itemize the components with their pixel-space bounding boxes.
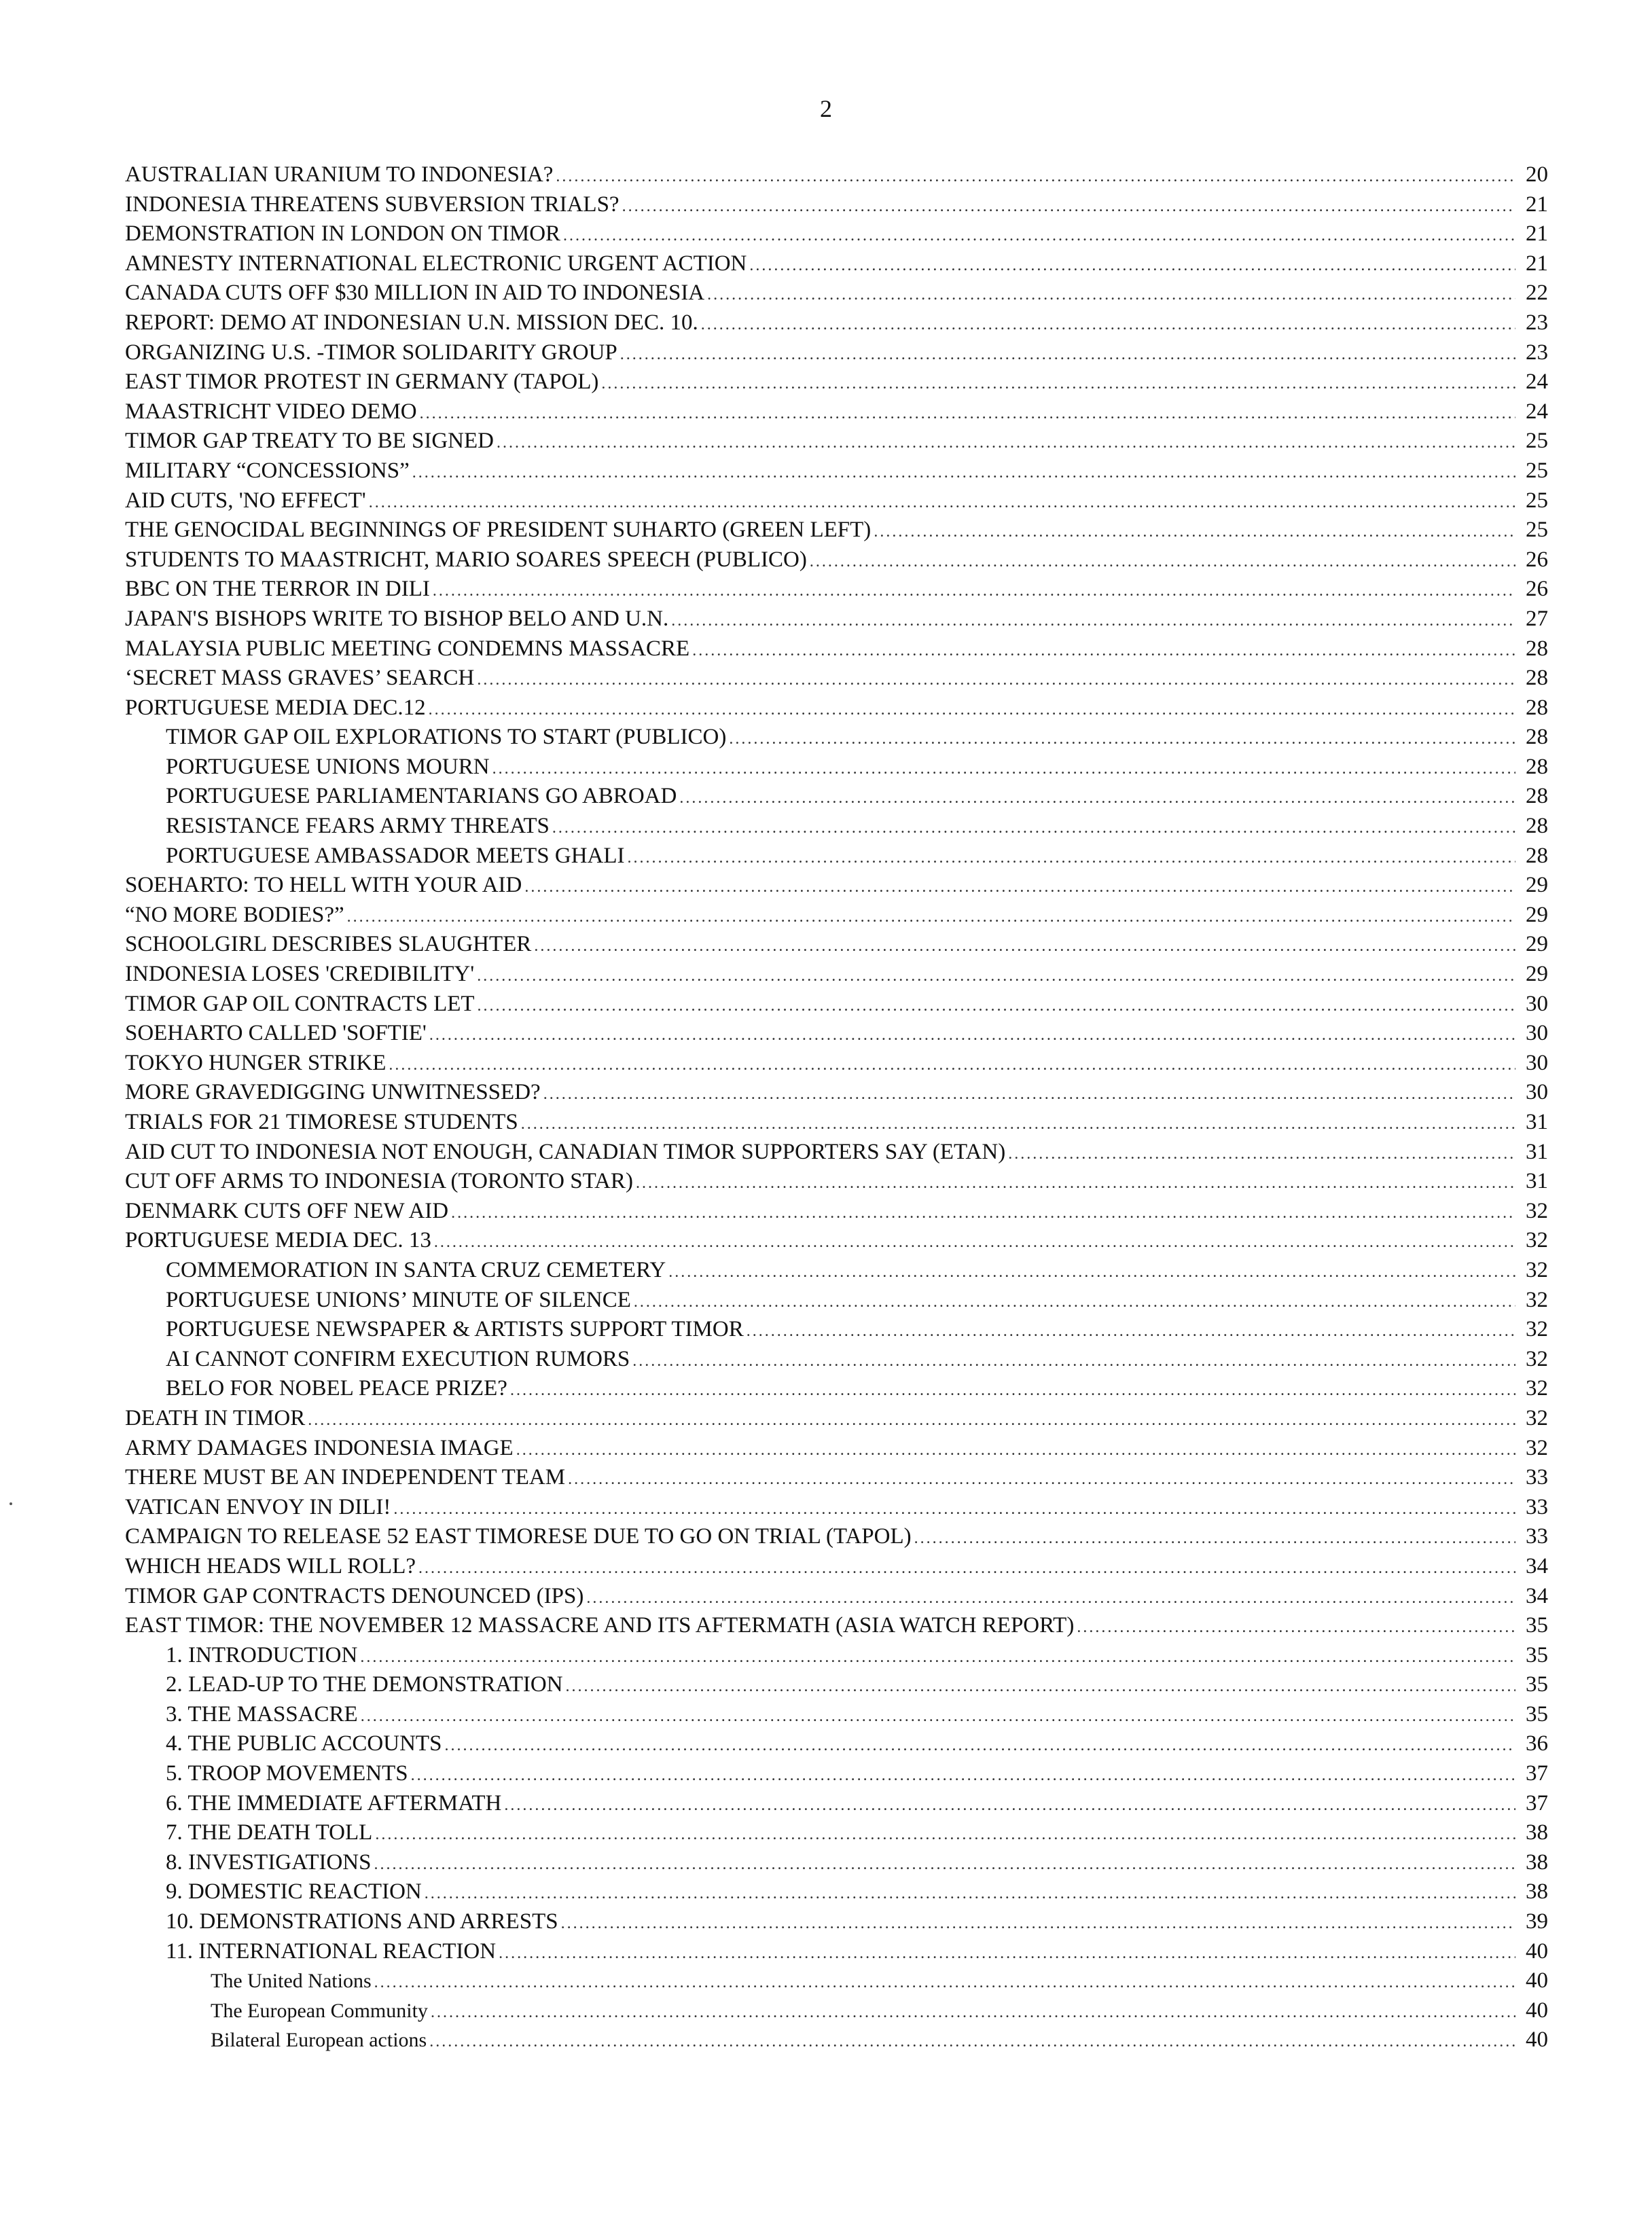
toc-entry: [125, 1315, 1548, 1345]
toc-entry: [125, 723, 1548, 753]
toc-entry: [125, 456, 1548, 486]
toc-entry-page: 26: [1526, 577, 1548, 602]
toc-entry: [125, 1611, 1548, 1641]
toc-entry-title: 3. THE MASSACRE: [166, 1701, 358, 1727]
toc-entry-page: 32: [1526, 1257, 1548, 1282]
toc-entry-page: 35: [1526, 1672, 1548, 1697]
toc-entry-page: 37: [1526, 1761, 1548, 1786]
dot-leader: [620, 340, 1515, 368]
toc-entry: [125, 1966, 1548, 1996]
toc-entry-title: PORTUGUESE MEDIA DEC.12: [125, 695, 426, 720]
dot-leader: [499, 1939, 1515, 1967]
toc-entry: [125, 1996, 1548, 2026]
toc-entry: [125, 367, 1548, 397]
dot-leader: [418, 1554, 1515, 1582]
toc-entry-title: BELO FOR NOBEL PEACE PRIZE?: [166, 1376, 507, 1401]
toc-entry-title: DENMARK CUTS OFF NEW AID: [125, 1198, 449, 1223]
toc-entry-title: THERE MUST BE AN INDEPENDENT TEAM: [125, 1465, 566, 1490]
toc-entry: [125, 782, 1548, 812]
dot-leader: [504, 1791, 1515, 1819]
toc-entry-page: 25: [1526, 518, 1548, 543]
toc-entry-page: 20: [1526, 162, 1548, 187]
dot-leader: [634, 1288, 1515, 1316]
dot-leader: [369, 488, 1515, 516]
toc-entry: [125, 1818, 1548, 1848]
toc-entry-page: 32: [1526, 1228, 1548, 1253]
dot-leader: [671, 607, 1515, 634]
toc-entry: [125, 1404, 1548, 1434]
toc-entry: [125, 634, 1548, 664]
toc-entry-title: MALAYSIA PUBLIC MEETING CONDEMNS MASSACRE: [125, 636, 690, 661]
toc-entry: [125, 1197, 1548, 1227]
dot-leader: [375, 1820, 1515, 1848]
toc-entry-page: 32: [1526, 1405, 1548, 1430]
toc-entry-page: 32: [1526, 1346, 1548, 1371]
toc-entry-title: AID CUTS, 'NO EFFECT': [125, 488, 366, 513]
toc-entry-page: 22: [1526, 281, 1548, 306]
toc-entry: [125, 1582, 1548, 1612]
toc-entry-title: TIMOR GAP TREATY TO BE SIGNED: [125, 429, 495, 454]
toc-entry-title: PORTUGUESE NEWSPAPER & ARTISTS SUPPORT TIMOR: [166, 1317, 744, 1342]
toc-entry: [125, 1049, 1548, 1079]
dot-leader: [632, 1347, 1515, 1375]
dot-leader: [451, 1199, 1515, 1227]
toc-entry-page: 33: [1526, 1465, 1548, 1490]
toc-entry: [125, 486, 1548, 516]
dot-leader: [729, 725, 1515, 753]
toc-entry-title: ‘SECRET MASS GRAVES’ SEARCH: [125, 666, 475, 691]
toc-entry: [125, 1877, 1548, 1907]
dot-leader: [393, 1495, 1515, 1523]
toc-entry-title: SOEHARTO CALLED 'SOFTIE': [125, 1021, 427, 1046]
toc-entry-title: PORTUGUESE PARLIAMENTARIANS GO ABROAD: [166, 784, 677, 809]
toc-entry-page: 28: [1526, 784, 1548, 809]
toc-entry: [125, 338, 1548, 368]
toc-entry-page: 40: [1526, 1938, 1548, 1964]
toc-entry-title: DEMONSTRATION IN LONDON ON TIMOR: [125, 221, 561, 247]
toc-entry-title: 1. INTRODUCTION: [166, 1642, 358, 1667]
toc-entry: [125, 2025, 1548, 2055]
toc-entry: [125, 1463, 1548, 1493]
toc-entry-page: 26: [1526, 547, 1548, 572]
toc-entry-page: 36: [1526, 1731, 1548, 1756]
toc-entry-page: 25: [1526, 458, 1548, 483]
toc-entry: [125, 160, 1548, 190]
toc-entry-title: TIMOR GAP OIL CONTRACTS LET: [125, 991, 475, 1016]
toc-entry-title: MAASTRICHT VIDEO DEMO: [125, 399, 417, 424]
dot-leader: [914, 1524, 1515, 1552]
toc-entry-title: PORTUGUESE AMBASSADOR MEETS GHALI: [166, 843, 625, 868]
toc-entry: [125, 604, 1548, 634]
dot-leader: [361, 1702, 1515, 1730]
toc-entry-page: 28: [1526, 725, 1548, 750]
dot-leader: [701, 310, 1515, 338]
toc-entry: [125, 1019, 1548, 1049]
toc-entry-page: 23: [1526, 340, 1548, 365]
dot-leader: [433, 577, 1515, 604]
toc-entry: [125, 753, 1548, 782]
toc-entry-page: 38: [1526, 1820, 1548, 1845]
stray-dot-mark: [10, 1502, 12, 1505]
toc-entry-page: 30: [1526, 1021, 1548, 1046]
dot-leader: [1008, 1140, 1515, 1168]
dot-leader: [524, 873, 1515, 901]
toc-entry: [125, 1345, 1548, 1375]
toc-entry-title: INDONESIA LOSES 'CREDIBILITY': [125, 962, 475, 987]
toc-entry-title: TIMOR GAP OIL EXPLORATIONS TO START (PUBLICO): [166, 725, 727, 750]
toc-entry: [125, 1641, 1548, 1671]
toc-entry-title: AMNESTY INTERNATIONAL ELECTRONIC URGENT ACTION: [125, 251, 747, 276]
toc-entry: [125, 1937, 1548, 1967]
toc-entry-page: 35: [1526, 1701, 1548, 1727]
dot-leader: [347, 903, 1515, 931]
toc-entry-title: AI CANNOT CONFIRM EXECUTION RUMORS: [166, 1346, 630, 1371]
toc-entry-title: 7. THE DEATH TOLL: [166, 1820, 373, 1845]
toc-entry-title: PORTUGUESE UNIONS’ MINUTE OF SILENCE: [166, 1287, 631, 1312]
toc-entry-page: 27: [1526, 606, 1548, 631]
toc-entry-page: 32: [1526, 1376, 1548, 1401]
toc-entry-title: PORTUGUESE UNIONS MOURN: [166, 754, 490, 779]
toc-entry: [125, 1670, 1548, 1700]
dot-leader: [429, 1021, 1515, 1049]
dot-leader: [374, 1850, 1515, 1878]
toc-entry: [125, 397, 1548, 427]
toc-entry-page: 28: [1526, 695, 1548, 720]
toc-entry-page: 28: [1526, 843, 1548, 868]
toc-entry-page: 28: [1526, 636, 1548, 661]
toc-entry-title: 6. THE IMMEDIATE AFTERMATH: [166, 1790, 502, 1816]
toc-entry-title: VATICAN ENVOY IN DILI!: [125, 1494, 391, 1519]
dot-leader: [434, 1228, 1515, 1256]
toc-entry-title: TRIALS FOR 21 TIMORESE STUDENTS: [125, 1110, 518, 1134]
toc-entry: [125, 693, 1548, 723]
toc-entry: [125, 1226, 1548, 1256]
toc-entry-page: 30: [1526, 1080, 1548, 1105]
dot-leader: [308, 1406, 1515, 1434]
toc-entry: [125, 1434, 1548, 1464]
dot-leader: [543, 1080, 1515, 1108]
toc-entry-page: 25: [1526, 488, 1548, 513]
toc-entry: [125, 190, 1548, 220]
dot-leader: [478, 992, 1515, 1019]
dot-leader: [874, 518, 1515, 545]
dot-leader: [477, 666, 1515, 693]
toc-entry: [125, 812, 1548, 842]
toc-entry-title: CAMPAIGN TO RELEASE 52 EAST TIMORESE DUE TO GO ON TRIAL (TAPOL): [125, 1524, 912, 1549]
toc-entry-page: 31: [1526, 1169, 1548, 1194]
toc-entry-page: 28: [1526, 666, 1548, 691]
dot-leader: [561, 1909, 1515, 1937]
toc-entry-page: 21: [1526, 251, 1548, 276]
toc-entry-page: 39: [1526, 1909, 1548, 1934]
toc-entry-page: 40: [1526, 2027, 1548, 2053]
toc-entry: [125, 278, 1548, 308]
toc-entry-title: The European Community: [211, 1999, 428, 2022]
dot-leader: [360, 1643, 1515, 1671]
toc-entry-page: 29: [1526, 962, 1548, 987]
toc-entry-page: 30: [1526, 1050, 1548, 1075]
dot-leader: [563, 221, 1515, 249]
toc-entry-page: 31: [1526, 1110, 1548, 1134]
toc-entry-title: 8. INVESTIGATIONS: [166, 1849, 372, 1875]
toc-entry-title: CANADA CUTS OFF $30 MILLION IN AID TO INDONESIA: [125, 281, 705, 306]
toc-entry-page: 23: [1526, 310, 1548, 335]
toc-entry-title: SCHOOLGIRL DESCRIBES SLAUGHTER: [125, 932, 532, 957]
toc-entry: [125, 1789, 1548, 1819]
dot-leader: [521, 1110, 1515, 1138]
toc-entry: [125, 575, 1548, 604]
toc-entry: [125, 930, 1548, 960]
toc-entry-page: 31: [1526, 1139, 1548, 1164]
toc-entry-title: EAST TIMOR PROTEST IN GERMANY (TAPOL): [125, 369, 599, 395]
toc-entry-page: 34: [1526, 1583, 1548, 1608]
toc-entry: [125, 1493, 1548, 1523]
toc-entry-title: 2. LEAD-UP TO THE DEMONSTRATION: [166, 1672, 563, 1697]
table-of-contents: [125, 160, 1548, 2055]
toc-entry: [125, 1138, 1548, 1168]
toc-entry-page: 33: [1526, 1494, 1548, 1519]
toc-entry: [125, 1256, 1548, 1286]
dot-leader: [568, 1465, 1515, 1493]
toc-entry-title: ARMY DAMAGES INDONESIA IMAGE: [125, 1435, 514, 1460]
toc-entry-title: ORGANIZING U.S. -TIMOR SOLIDARITY GROUP: [125, 340, 617, 365]
toc-entry-title: COMMEMORATION IN SANTA CRUZ CEMETERY: [166, 1257, 666, 1282]
toc-entry-title: “NO MORE BODIES?”: [125, 902, 344, 927]
toc-entry: [125, 308, 1548, 338]
dot-leader: [510, 1376, 1515, 1404]
toc-entry-page: 24: [1526, 399, 1548, 424]
dot-leader: [425, 1879, 1515, 1907]
toc-entry-title: INDONESIA THREATENS SUBVERSION TRIALS?: [125, 192, 620, 217]
toc-entry: [125, 871, 1548, 901]
toc-entry-title: AUSTRALIAN URANIUM TO INDONESIA?: [125, 162, 554, 187]
toc-entry-page: 35: [1526, 1613, 1548, 1638]
toc-entry-page: 38: [1526, 1879, 1548, 1904]
toc-entry-title: CUT OFF ARMS TO INDONESIA (TORONTO STAR): [125, 1169, 633, 1194]
toc-entry: [125, 1907, 1548, 1937]
toc-entry: [125, 1848, 1548, 1878]
toc-entry-page: 37: [1526, 1790, 1548, 1816]
dot-leader: [444, 1731, 1515, 1759]
toc-entry-title: The United Nations: [211, 1970, 372, 1993]
toc-entry-title: TOKYO HUNGER STRIKE: [125, 1050, 387, 1075]
dot-leader: [412, 458, 1515, 486]
toc-entry-title: 5. TROOP MOVEMENTS: [166, 1761, 408, 1786]
toc-entry-title: BBC ON THE TERROR IN DILI: [125, 577, 430, 602]
toc-entry-title: RESISTANCE FEARS ARMY THREATS: [166, 814, 550, 839]
dot-leader: [586, 1584, 1515, 1612]
toc-entry-page: 35: [1526, 1642, 1548, 1667]
toc-entry-page: 28: [1526, 754, 1548, 779]
toc-entry-page: 29: [1526, 902, 1548, 927]
toc-entry-page: 24: [1526, 369, 1548, 395]
toc-entry-title: TIMOR GAP CONTRACTS DENOUNCED (IPS): [125, 1583, 584, 1608]
dot-leader: [420, 399, 1515, 427]
toc-entry-title: Bilateral European actions: [211, 2029, 427, 2052]
toc-entry-title: 11. INTERNATIONAL REACTION: [166, 1938, 497, 1964]
toc-entry-title: EAST TIMOR: THE NOVEMBER 12 MASSACRE AND ITS AFTERMATH (ASIA WATCH REPORT): [125, 1613, 1075, 1638]
dot-leader: [374, 1968, 1515, 1996]
dot-leader: [628, 844, 1515, 871]
dot-leader: [389, 1051, 1515, 1079]
toc-entry: [125, 901, 1548, 931]
dot-leader: [566, 1672, 1515, 1700]
toc-entry: [125, 1078, 1548, 1108]
toc-entry-page: 32: [1526, 1435, 1548, 1460]
toc-entry-title: MORE GRAVEDIGGING UNWITNESSED?: [125, 1080, 541, 1105]
dot-leader: [429, 696, 1515, 723]
toc-entry: [125, 1374, 1548, 1404]
toc-entry: [125, 842, 1548, 871]
dot-leader: [516, 1436, 1515, 1464]
toc-entry-title: DEATH IN TIMOR: [125, 1405, 306, 1430]
toc-entry-page: 21: [1526, 221, 1548, 247]
dot-leader: [556, 162, 1515, 190]
toc-entry: [125, 516, 1548, 545]
toc-entry-title: 4. THE PUBLIC ACCOUNTS: [166, 1731, 442, 1756]
toc-entry: [125, 545, 1548, 575]
dot-leader: [411, 1761, 1515, 1789]
dot-leader: [810, 547, 1515, 575]
toc-entry-page: 38: [1526, 1849, 1548, 1875]
toc-entry-title: 10. DEMONSTRATIONS AND ARRESTS: [166, 1909, 558, 1934]
dot-leader: [497, 429, 1515, 456]
toc-entry-title: AID CUT TO INDONESIA NOT ENOUGH, CANADIAN TIMOR SUPPORTERS SAY (ETAN): [125, 1139, 1006, 1164]
dot-leader: [534, 932, 1515, 960]
dot-leader: [679, 784, 1515, 812]
toc-entry-page: 34: [1526, 1553, 1548, 1578]
toc-entry-page: 40: [1526, 1968, 1548, 1993]
toc-entry: [125, 1759, 1548, 1789]
toc-entry: [125, 990, 1548, 1019]
toc-entry-page: 30: [1526, 991, 1548, 1016]
toc-entry-title: THE GENOCIDAL BEGINNINGS OF PRESIDENT SUHARTO (GREEN LEFT): [125, 518, 872, 543]
dot-leader: [636, 1169, 1515, 1197]
dot-leader: [622, 192, 1515, 220]
toc-entry-title: SOEHARTO: TO HELL WITH YOUR AID: [125, 873, 522, 898]
toc-entry-page: 29: [1526, 873, 1548, 898]
toc-entry-page: 33: [1526, 1524, 1548, 1549]
dot-leader: [707, 281, 1515, 308]
toc-entry-page: 21: [1526, 192, 1548, 217]
toc-entry: [125, 1167, 1548, 1197]
dot-leader: [749, 251, 1515, 279]
dot-leader: [477, 962, 1515, 990]
dot-leader: [1077, 1613, 1515, 1641]
toc-entry: [125, 664, 1548, 693]
toc-entry: [125, 1552, 1548, 1582]
dot-leader: [429, 2027, 1515, 2055]
toc-entry-title: REPORT: DEMO AT INDONESIAN U.N. MISSION DEC. 10.: [125, 310, 698, 335]
toc-entry: [125, 1108, 1548, 1138]
dot-leader: [431, 1998, 1515, 2026]
toc-entry-title: WHICH HEADS WILL ROLL?: [125, 1553, 416, 1578]
page-number: 2: [820, 95, 832, 122]
toc-entry: [125, 1522, 1548, 1552]
toc-entry-title: STUDENTS TO MAASTRICHT, MARIO SOARES SPEECH (PUBLICO): [125, 547, 807, 572]
toc-entry: [125, 1286, 1548, 1316]
toc-entry: [125, 249, 1548, 279]
dot-leader: [492, 755, 1515, 782]
toc-entry: [125, 1700, 1548, 1730]
toc-entry: [125, 960, 1548, 990]
toc-entry-page: 29: [1526, 932, 1548, 957]
dot-leader: [601, 369, 1515, 397]
dot-leader: [692, 636, 1515, 664]
toc-entry: [125, 1729, 1548, 1759]
toc-entry-title: MILITARY “CONCESSIONS”: [125, 458, 410, 483]
toc-entry-page: 32: [1526, 1317, 1548, 1342]
toc-entry: [125, 427, 1548, 456]
toc-entry-page: 32: [1526, 1287, 1548, 1312]
toc-entry-page: 40: [1526, 1998, 1548, 2023]
toc-entry-page: 28: [1526, 814, 1548, 839]
dot-leader: [552, 814, 1515, 842]
toc-entry: [125, 219, 1548, 249]
toc-entry-page: 32: [1526, 1198, 1548, 1223]
toc-entry-title: PORTUGUESE MEDIA DEC. 13: [125, 1228, 431, 1253]
toc-entry-title: JAPAN'S BISHOPS WRITE TO BISHOP BELO AND U.N.: [125, 606, 669, 631]
toc-entry-page: 25: [1526, 429, 1548, 454]
dot-leader: [668, 1258, 1515, 1286]
dot-leader: [747, 1317, 1515, 1345]
toc-entry-title: 9. DOMESTIC REACTION: [166, 1879, 422, 1904]
